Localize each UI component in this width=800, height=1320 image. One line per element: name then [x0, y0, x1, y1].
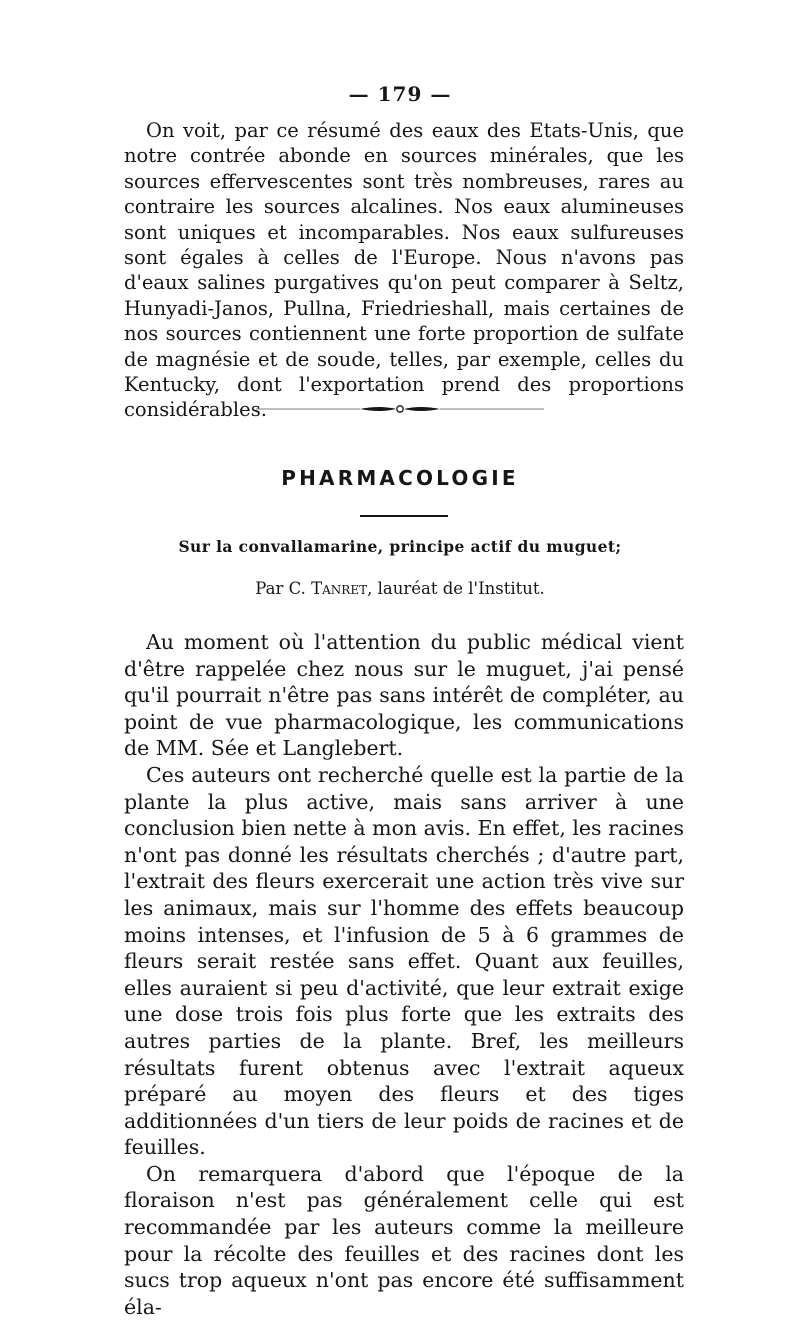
- intro-text-block: [124, 118, 684, 423]
- byline-suffix: , lauréat de l'Institut.: [367, 579, 545, 598]
- title-underline-rule: [360, 515, 448, 517]
- byline-prefix: Par C.: [255, 579, 306, 598]
- body-paragraph-2: Ces auteurs ont recherché quelle est la partie de la plante la plus active, mais sans arriver à une conclusion bien nette à mon avis. En effet, les racines n'ont pas donné les résultats cherchés ; d'autre part, l'extrait des fleurs exercerait une action très vive sur les animaux, mais sur l'homme des effets beaucoup moins intenses, et l'infusion de 5 à 6 grammes de fleurs serait restée sans effet. Quant aux feuilles, elles auraient si peu d'activité, que leur extrait exige une dose trois fois plus forte que les extraits des autres parties de la plante. Bref, les meilleurs résultats furent obtenus avec l'extrait aqueux préparé au moyen des fleurs et des tiges additionnées d'un tiers de leur poids de racines et de feuilles.: [124, 762, 684, 1160]
- byline: [0, 579, 800, 598]
- body-paragraph-3: On remarquera d'abord que l'époque de la floraison n'est pas généralement celle qui est recommandée par les auteurs comme la meilleure pour la récolte des feuilles et des racines dont les sucs trop aqueux n'ont pas encore été suffisamment éla-: [124, 1161, 684, 1319]
- intro-paragraph: On voit, par ce résumé des eaux des Etats-Unis, que notre contrée abonde en sources minérales, que les sources effervescentes sont très nombreuses, rares au contraire les sources alcalines. Nos eaux alumineuses sont uniques et incomparables. Nos eaux sulfureuses sont égales à celles de l'Europe. Nous n'avons pas d'eaux salines purgatives qu'on peut comparer à Seltz, Hunyadi-Janos, Pullna, Friedrieshall, mais certaines de nos sources contiennent une forte proportion de sulfate de magnésie et de soude, telles, par exemple, celles du Kentucky, dont l'exportation prend des proportions considérables.: [124, 119, 684, 422]
- body-paragraph-1: Au moment où l'attention du public médical vient d'être rappelée chez nous sur le muguet, j'ai pensé qu'il pourrait n'être pas sans intérêt de compléter, au point de vue pharmacologique, les communications de MM. Sée et Langlebert.: [124, 630, 684, 761]
- article-body: [124, 629, 684, 1320]
- byline-author: Tanret: [311, 579, 368, 598]
- section-title: PHARMACOLOGIE: [281, 466, 519, 490]
- page-number: — 179 —: [348, 82, 452, 106]
- ornamental-divider: [250, 402, 550, 416]
- article-title: Sur la convallamarine, principe actif du muguet;: [178, 537, 622, 556]
